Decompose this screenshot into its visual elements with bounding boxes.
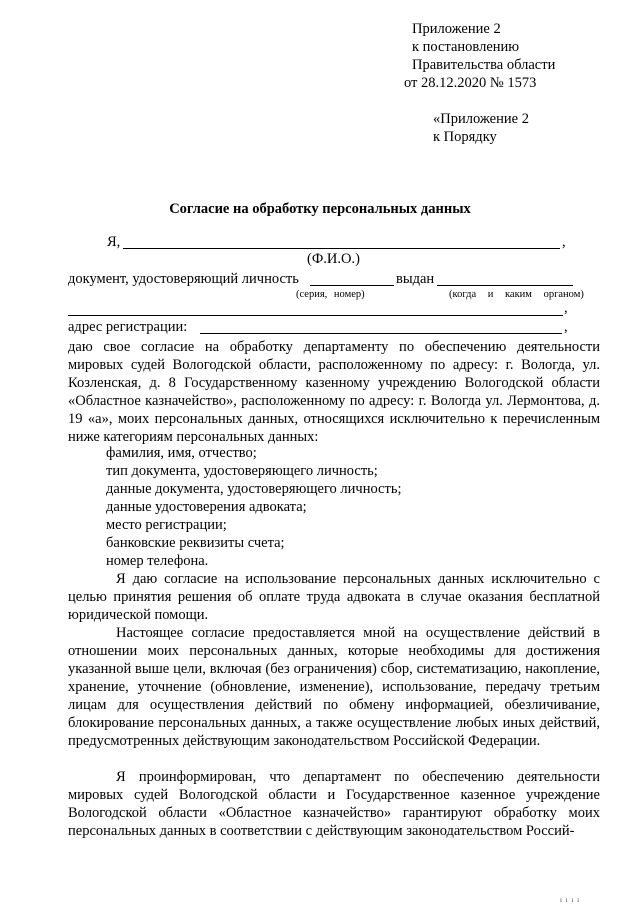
continuation-comma: , <box>564 300 568 316</box>
sub-appendix-line: к Порядку <box>433 129 497 145</box>
sub-appendix-header <box>433 110 529 146</box>
list-item: фамилия, имя, отчество; <box>106 445 257 461</box>
document-label: документ, удостоверяющий личность <box>68 271 299 287</box>
list-item: тип документа, удостоверяющего личность; <box>106 463 378 479</box>
appendix-line: Приложение 2 <box>412 21 501 37</box>
list-item: данные документа, удостоверяющего личность; <box>106 481 402 497</box>
fio-comma: , <box>562 234 566 250</box>
list-item: номер телефона. <box>106 553 209 569</box>
issued-continuation-field-line[interactable] <box>68 315 563 316</box>
page-footer-mark: ı ı ı ı <box>560 896 581 904</box>
fio-field-line[interactable] <box>123 248 560 249</box>
sub-appendix-line: «Приложение 2 <box>433 111 529 127</box>
issued-hint: (когда и каким органом) <box>449 289 584 300</box>
informed-paragraph: Я проинформирован, что департамент по обеспечению деятельности мировых судей Вологодской области и Государственное казенное учреждение Вологодской области «Областное казначейство» гарантируют обработку моих персональных данных в соответствии с действующим законодательством Россий- <box>68 769 600 839</box>
address-label: адрес регистрации: <box>68 319 188 335</box>
list-item: данные удостоверения адвоката; <box>106 499 307 515</box>
series-hint: (серия, номер) <box>296 289 365 300</box>
list-item: место регистрации; <box>106 517 227 533</box>
fio-hint: (Ф.И.О.) <box>307 251 360 267</box>
actions-paragraph: Настоящее согласие предоставляется мной на осуществление действий в отношении моих персональных данных, которые необходимы для достижения указанной выше цели, включая (без ограничения) сбор, систематизацию, накопление, хранение, уточнение (обновление, изменение), использование, передачу третьим лицам для осуществления действий по обмену информацией, обезличивание, блокирование персональных данных, а также осуществление любых иных действий, предусмотренных действующим законодательством Российской Федерации. <box>68 625 600 749</box>
page-title: Согласие на обработку персональных данных <box>169 201 471 217</box>
appendix-line: от 28.12.2020 № 1573 <box>404 75 537 91</box>
document-number-field-line[interactable] <box>310 285 394 286</box>
purpose-paragraph: Я даю согласие на использование персональных данных исключительно с целью принятия решения об оплате труда адвоката в случае оказания бесплатной юридической помощи. <box>68 571 600 623</box>
address-comma: , <box>564 319 568 335</box>
ya-label: Я, <box>107 234 121 250</box>
issued-label: выдан <box>396 271 435 287</box>
consent-paragraph: даю свое согласие на обработку департаменту по обеспечению деятельности мировых судей Вологодской области, расположенному по адресу: г. Вологда, ул. Козленская, д. 8 Государственному казенному учреждению Вологодской области «Областное казначейство», расположенному по адресу: г. Вологда ул. Лермонтова, д. 19 «а», моих персональных данных, относящихся исключительно к перечисленным ниже категориям персональных данных: <box>68 339 600 445</box>
appendix-line: Правительства области <box>412 57 556 73</box>
appendix-header <box>404 20 556 92</box>
categories-list <box>106 444 401 570</box>
list-item: банковские реквизиты счета; <box>106 535 285 551</box>
issued-by-field-line[interactable] <box>437 285 573 286</box>
address-field-line[interactable] <box>200 333 562 334</box>
appendix-line: к постановлению <box>412 39 520 55</box>
